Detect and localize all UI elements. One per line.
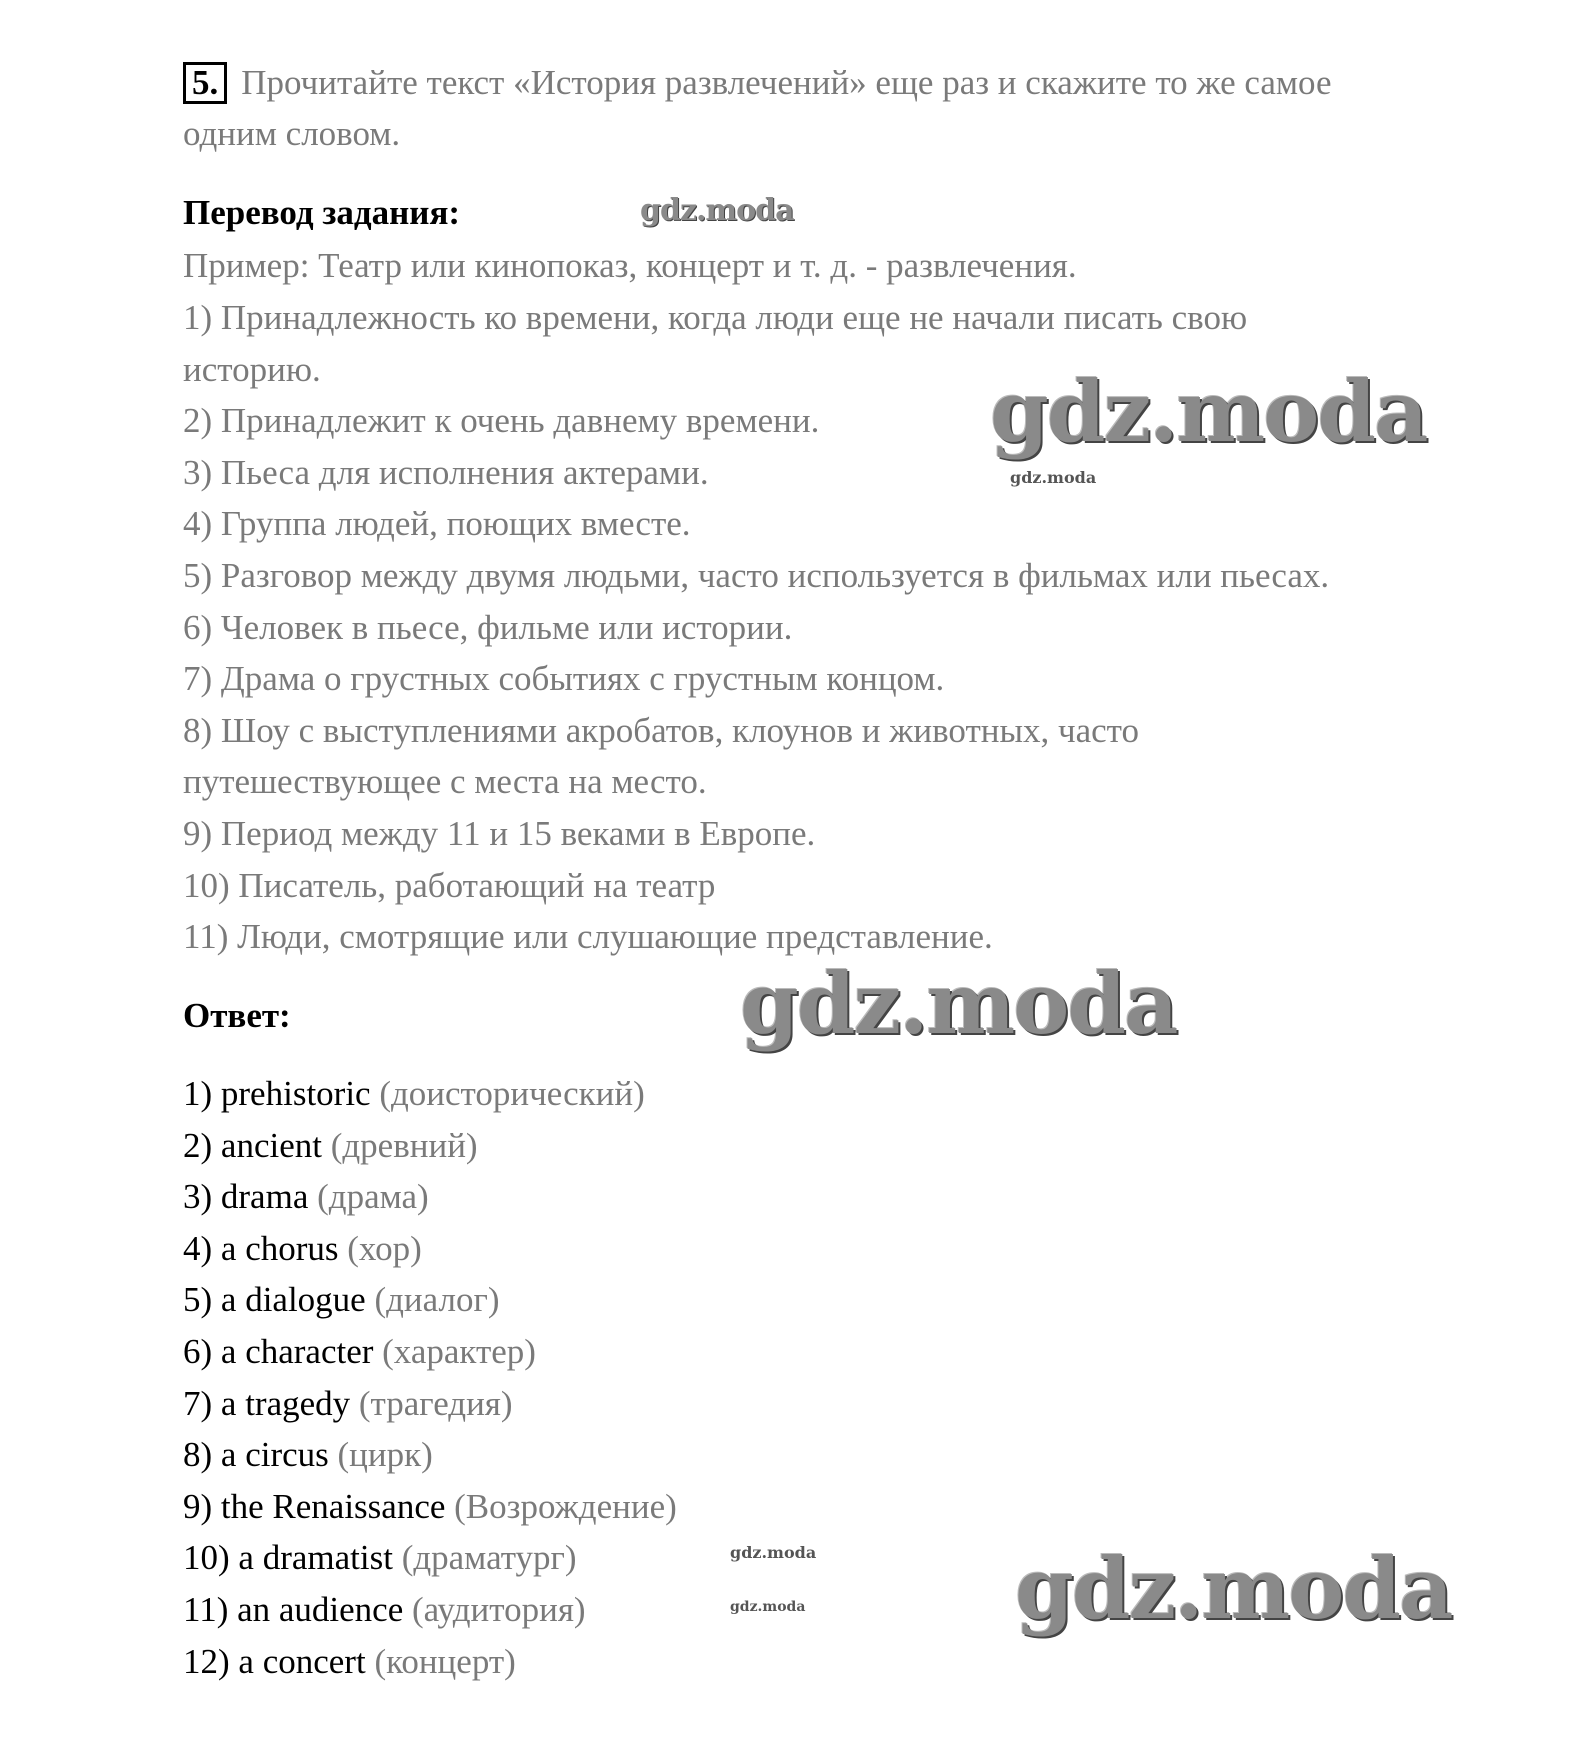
answer-english: 5) a dialogue xyxy=(183,1280,366,1320)
answer-russian: (характер) xyxy=(382,1332,536,1371)
answer-item xyxy=(183,1074,645,1114)
watermark-logo: gdz.moda xyxy=(1010,468,1097,487)
translation-line: историю. xyxy=(183,349,321,389)
translation-example: Пример: Театр или кинопоказ, концерт и т. д. - развлечения. xyxy=(183,246,1077,285)
translation-line: 11) Люди, смотрящие или слушающие представление. xyxy=(183,917,993,957)
answer-heading: Ответ: xyxy=(183,996,291,1035)
answer-russian: (трагедия) xyxy=(358,1383,513,1423)
answer-item xyxy=(183,1229,422,1269)
watermark-logo: gdz.moda xyxy=(730,1543,817,1562)
answer-item xyxy=(183,1384,513,1424)
translation-heading: Перевод задания: xyxy=(183,193,461,232)
translation-line: путешествующее с места на место. xyxy=(183,762,707,802)
answer-english: 9) the Renaissance xyxy=(183,1486,446,1526)
answer-russian: (Возрождение) xyxy=(454,1486,677,1526)
answer-english: 2) ancient xyxy=(183,1125,322,1165)
answer-russian: (цирк) xyxy=(337,1435,433,1475)
translation-line: 8) Шоу с выступлениями акробатов, клоунов и животных, часто xyxy=(183,710,1139,750)
answer-item xyxy=(183,1177,429,1217)
answer-russian: (драма) xyxy=(317,1177,429,1217)
task-line-1 xyxy=(183,62,1332,104)
answer-russian: (диалог) xyxy=(374,1280,500,1320)
translation-line: 4) Группа людей, поющих вместе. xyxy=(183,504,691,544)
watermark-logo: gdz.moda xyxy=(640,193,794,228)
translation-line: 6) Человек в пьесе, фильме или истории. xyxy=(183,607,793,647)
answer-english: 1) prehistoric xyxy=(183,1074,371,1113)
answer-english: 4) a chorus xyxy=(183,1228,339,1268)
task-number: 5. xyxy=(183,62,227,104)
translation-line: 3) Пьеса для исполнения актерами. xyxy=(183,452,709,492)
answer-item xyxy=(183,1590,586,1630)
answer-english: 6) a character xyxy=(183,1332,374,1371)
answer-russian: (древний) xyxy=(330,1125,478,1165)
answer-russian: (концерт) xyxy=(374,1641,516,1681)
watermark-logo: gdz.moda xyxy=(990,362,1427,461)
translation-line: 10) Писатель, работающий на театр xyxy=(183,865,716,905)
translation-line: 5) Разговор между двумя людьми, часто используется в фильмах или пьесах. xyxy=(183,556,1330,595)
answer-english: 12) a concert xyxy=(183,1641,366,1681)
answer-item xyxy=(183,1332,536,1372)
watermark-logo: gdz.moda xyxy=(1015,1539,1452,1638)
answer-item xyxy=(183,1642,516,1682)
answer-russian: (хор) xyxy=(347,1228,422,1268)
translation-line: 1) Принадлежность ко времени, когда люди еще не начали писать свою xyxy=(183,298,1248,337)
answer-english: 8) a circus xyxy=(183,1435,329,1475)
answer-item xyxy=(183,1435,433,1475)
task-text: Прочитайте текст «История развлечений» еще раз и скажите то же самое xyxy=(241,63,1332,102)
answer-item xyxy=(183,1538,577,1578)
answer-item xyxy=(183,1126,478,1166)
task-line-2: одним словом. xyxy=(183,114,401,153)
translation-line: 2) Принадлежит к очень давнему времени. xyxy=(183,401,820,441)
answer-russian: (аудитория) xyxy=(412,1590,586,1629)
answer-english: 11) an audience xyxy=(183,1590,404,1629)
answer-english: 7) a tragedy xyxy=(183,1383,351,1423)
watermark-logo: gdz.moda xyxy=(740,954,1177,1053)
answer-item xyxy=(183,1487,677,1527)
answer-item xyxy=(183,1280,499,1320)
answer-russian: (доисторический) xyxy=(379,1074,645,1113)
translation-line: 7) Драма о грустных событиях с грустным концом. xyxy=(183,659,945,699)
answer-english: 3) drama xyxy=(183,1177,309,1217)
answer-english: 10) a dramatist xyxy=(183,1538,393,1578)
translation-line: 9) Период между 11 и 15 веками в Европе. xyxy=(183,814,816,853)
answer-russian: (драматург) xyxy=(401,1538,577,1578)
watermark-logo: gdz.moda xyxy=(730,1599,806,1615)
